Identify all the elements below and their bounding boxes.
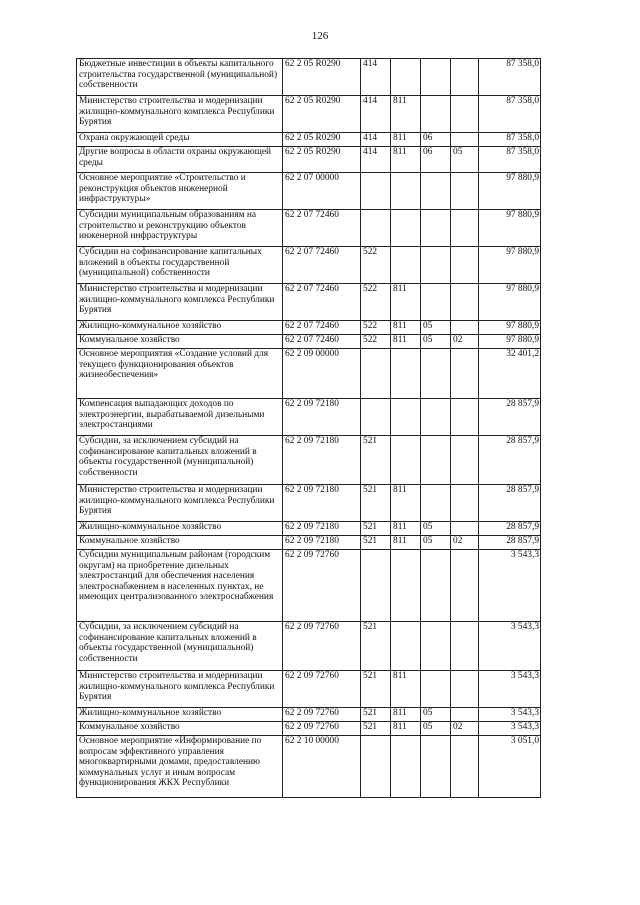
- cell-gr: [391, 173, 421, 210]
- table-row: [77, 173, 541, 210]
- cell-sum: 87 358,0: [479, 133, 541, 147]
- cell-name: Субсидии муниципальным районам (городским округам) на приобретение дизельных электростанций для обеспечения населения электроснабжением в населенных пунктах, не имеющих централизованного электроснабжения: [77, 550, 283, 622]
- cell-sum: 3 543,3: [479, 708, 541, 722]
- cell-gr: 811: [391, 96, 421, 133]
- cell-vr: 414: [361, 59, 391, 96]
- cell-gr: [391, 736, 421, 798]
- cell-name: Коммунальное хозяйство: [77, 335, 283, 349]
- table-body: [77, 59, 541, 798]
- cell-pr: [451, 59, 479, 96]
- table-row: [77, 622, 541, 671]
- cell-pr: [451, 436, 479, 485]
- cell-gr: [391, 59, 421, 96]
- cell-name: Основное мероприятие «Строительство и реконструкция объектов инженерной инфраструктуры»: [77, 173, 283, 210]
- cell-name: Основное мероприятие «Информирование по вопросам эффективного управления многоквартирными домами, предоставлению коммунальных услуг и иным вопросам функционирования ЖКХ Республики: [77, 736, 283, 798]
- cell-pr: 02: [451, 722, 479, 736]
- cell-gr: 811: [391, 133, 421, 147]
- cell-name: Основное мероприятия «Создание условий для текущего функционирования объектов жизнеобеспечения»: [77, 349, 283, 399]
- cell-name: Министерство строительства и модернизации жилищно-коммунального комплекса Республики Бурятия: [77, 485, 283, 522]
- table-row: [77, 399, 541, 436]
- cell-pr: [451, 399, 479, 436]
- cell-sum: 3 543,3: [479, 550, 541, 622]
- cell-name: Другие вопросы в области охраны окружающей среды: [77, 147, 283, 173]
- cell-name: Коммунальное хозяйство: [77, 722, 283, 736]
- cell-pr: [451, 736, 479, 798]
- cell-code: 62 2 09 72760: [283, 722, 361, 736]
- cell-rz: [421, 173, 451, 210]
- cell-code: 62 2 09 00000: [283, 349, 361, 399]
- cell-vr: 414: [361, 147, 391, 173]
- cell-code: 62 2 09 72180: [283, 436, 361, 485]
- cell-rz: 05: [421, 321, 451, 335]
- cell-gr: 811: [391, 671, 421, 708]
- cell-sum: 3 543,3: [479, 722, 541, 736]
- cell-code: 62 2 07 72460: [283, 210, 361, 247]
- cell-vr: 521: [361, 536, 391, 550]
- cell-code: 62 2 09 72180: [283, 536, 361, 550]
- cell-sum: 87 358,0: [479, 96, 541, 133]
- cell-pr: [451, 96, 479, 133]
- table-row: [77, 550, 541, 622]
- table-row: [77, 284, 541, 321]
- cell-pr: [451, 708, 479, 722]
- cell-name: Субсидии на софинансирование капитальных вложений в объекты государственной (муниципальной) собственности: [77, 247, 283, 284]
- cell-name: Министерство строительства и модернизации жилищно-коммунального комплекса Республики Бурятия: [77, 284, 283, 321]
- budget-table: [76, 58, 541, 798]
- cell-pr: [451, 173, 479, 210]
- cell-rz: 05: [421, 522, 451, 536]
- cell-sum: 97 880,9: [479, 321, 541, 335]
- cell-rz: 05: [421, 722, 451, 736]
- cell-gr: [391, 622, 421, 671]
- cell-rz: [421, 349, 451, 399]
- cell-vr: 522: [361, 321, 391, 335]
- cell-vr: 522: [361, 284, 391, 321]
- cell-vr: [361, 399, 391, 436]
- cell-code: 62 2 09 72180: [283, 399, 361, 436]
- cell-name: Охрана окружающей среды: [77, 133, 283, 147]
- cell-pr: [451, 284, 479, 321]
- cell-pr: [451, 210, 479, 247]
- cell-gr: [391, 436, 421, 485]
- cell-pr: [451, 321, 479, 335]
- cell-code: 62 2 05 R0290: [283, 147, 361, 173]
- page-number: 126: [311, 30, 329, 42]
- cell-vr: 521: [361, 522, 391, 536]
- cell-rz: [421, 550, 451, 622]
- table-row: [77, 722, 541, 736]
- cell-sum: 3 543,3: [479, 671, 541, 708]
- table-row: [77, 247, 541, 284]
- table-row: [77, 522, 541, 536]
- cell-name: Министерство строительства и модернизации жилищно-коммунального комплекса Республики Бурятия: [77, 96, 283, 133]
- cell-name: Жилищно-коммунальное хозяйство: [77, 522, 283, 536]
- table-row: [77, 436, 541, 485]
- cell-name: Субсидии муниципальным образованиям на строительство и реконструкцию объектов инженерной инфраструктуры: [77, 210, 283, 247]
- cell-code: 62 2 05 R0290: [283, 96, 361, 133]
- table-row: [77, 96, 541, 133]
- cell-sum: 28 857,9: [479, 485, 541, 522]
- cell-sum: 28 857,9: [479, 436, 541, 485]
- cell-sum: 28 857,9: [479, 399, 541, 436]
- cell-sum: 87 358,0: [479, 147, 541, 173]
- table-row: [77, 59, 541, 96]
- cell-rz: [421, 284, 451, 321]
- cell-sum: 97 880,9: [479, 284, 541, 321]
- cell-name: Коммунальное хозяйство: [77, 536, 283, 550]
- table-row: [77, 736, 541, 798]
- cell-rz: [421, 247, 451, 284]
- cell-gr: 811: [391, 147, 421, 173]
- cell-vr: 414: [361, 96, 391, 133]
- table-row: [77, 147, 541, 173]
- cell-rz: [421, 436, 451, 485]
- cell-gr: [391, 349, 421, 399]
- cell-gr: 811: [391, 485, 421, 522]
- cell-gr: 811: [391, 708, 421, 722]
- cell-vr: 414: [361, 133, 391, 147]
- cell-vr: 522: [361, 335, 391, 349]
- cell-sum: 97 880,9: [479, 335, 541, 349]
- cell-vr: [361, 349, 391, 399]
- cell-rz: [421, 736, 451, 798]
- table-row: [77, 671, 541, 708]
- cell-vr: [361, 736, 391, 798]
- cell-vr: 521: [361, 436, 391, 485]
- cell-gr: 811: [391, 536, 421, 550]
- cell-rz: 06: [421, 133, 451, 147]
- table-row: [77, 321, 541, 335]
- cell-pr: [451, 550, 479, 622]
- cell-rz: 05: [421, 708, 451, 722]
- cell-name: Министерство строительства и модернизации жилищно-коммунального комплекса Республики Бурятия: [77, 671, 283, 708]
- cell-pr: [451, 671, 479, 708]
- table-row: [77, 536, 541, 550]
- cell-code: 62 2 09 72760: [283, 622, 361, 671]
- cell-sum: 97 880,9: [479, 210, 541, 247]
- table-row: [77, 708, 541, 722]
- cell-pr: [451, 133, 479, 147]
- table-row: [77, 335, 541, 349]
- cell-vr: 521: [361, 485, 391, 522]
- cell-vr: [361, 210, 391, 247]
- cell-pr: 02: [451, 536, 479, 550]
- cell-gr: 811: [391, 335, 421, 349]
- table-row: [77, 210, 541, 247]
- cell-vr: 521: [361, 722, 391, 736]
- cell-pr: [451, 485, 479, 522]
- cell-sum: 28 857,9: [479, 522, 541, 536]
- cell-gr: 811: [391, 284, 421, 321]
- cell-rz: [421, 96, 451, 133]
- cell-gr: 811: [391, 722, 421, 736]
- cell-sum: 97 880,9: [479, 173, 541, 210]
- cell-vr: [361, 173, 391, 210]
- cell-vr: 521: [361, 708, 391, 722]
- cell-sum: 97 880,9: [479, 247, 541, 284]
- cell-rz: 05: [421, 536, 451, 550]
- cell-sum: 3 543,3: [479, 622, 541, 671]
- cell-rz: [421, 671, 451, 708]
- cell-gr: [391, 399, 421, 436]
- cell-pr: 02: [451, 335, 479, 349]
- cell-name: Компенсация выпадающих доходов по электроэнергии, вырабатываемой дизельными электростанциями: [77, 399, 283, 436]
- cell-code: 62 2 07 72460: [283, 284, 361, 321]
- cell-name: Субсидии, за исключением субсидий на софинансирование капитальных вложений в объекты государственной (муниципальной) собственности: [77, 436, 283, 485]
- cell-sum: 3 051,0: [479, 736, 541, 798]
- cell-pr: [451, 522, 479, 536]
- cell-vr: [361, 550, 391, 622]
- cell-rz: 06: [421, 147, 451, 173]
- cell-code: 62 2 09 72180: [283, 485, 361, 522]
- cell-gr: [391, 247, 421, 284]
- cell-rz: 05: [421, 335, 451, 349]
- cell-code: 62 2 09 72760: [283, 708, 361, 722]
- cell-pr: [451, 349, 479, 399]
- table-row: [77, 349, 541, 399]
- cell-rz: [421, 622, 451, 671]
- cell-code: 62 2 07 72460: [283, 247, 361, 284]
- cell-gr: [391, 210, 421, 247]
- cell-rz: [421, 59, 451, 96]
- cell-pr: [451, 622, 479, 671]
- cell-name: Жилищно-коммунальное хозяйство: [77, 708, 283, 722]
- cell-gr: 811: [391, 522, 421, 536]
- table-row: [77, 485, 541, 522]
- cell-sum: 28 857,9: [479, 536, 541, 550]
- cell-vr: 521: [361, 622, 391, 671]
- cell-gr: [391, 550, 421, 622]
- cell-rz: [421, 210, 451, 247]
- cell-pr: [451, 247, 479, 284]
- cell-name: Бюджетные инвестиции в объекты капитального строительства государственной (муниципальной) собственности: [77, 59, 283, 96]
- cell-code: 62 2 07 72460: [283, 321, 361, 335]
- cell-code: 62 2 05 R0290: [283, 59, 361, 96]
- cell-code: 62 2 07 72460: [283, 335, 361, 349]
- cell-code: 62 2 09 72760: [283, 671, 361, 708]
- cell-code: 62 2 10 00000: [283, 736, 361, 798]
- cell-code: 62 2 07 00000: [283, 173, 361, 210]
- cell-sum: 87 358,0: [479, 59, 541, 96]
- cell-gr: 811: [391, 321, 421, 335]
- cell-name: Жилищно-коммунальное хозяйство: [77, 321, 283, 335]
- cell-code: 62 2 05 R0290: [283, 133, 361, 147]
- cell-sum: 32 401,2: [479, 349, 541, 399]
- cell-code: 62 2 09 72180: [283, 522, 361, 536]
- cell-vr: 522: [361, 247, 391, 284]
- cell-rz: [421, 485, 451, 522]
- table-row: [77, 133, 541, 147]
- cell-code: 62 2 09 72760: [283, 550, 361, 622]
- cell-vr: 521: [361, 671, 391, 708]
- cell-name: Субсидии, за исключением субсидий на софинансирование капитальных вложений в объекты государственной (муниципальной) собственности: [77, 622, 283, 671]
- cell-pr: 05: [451, 147, 479, 173]
- cell-rz: [421, 399, 451, 436]
